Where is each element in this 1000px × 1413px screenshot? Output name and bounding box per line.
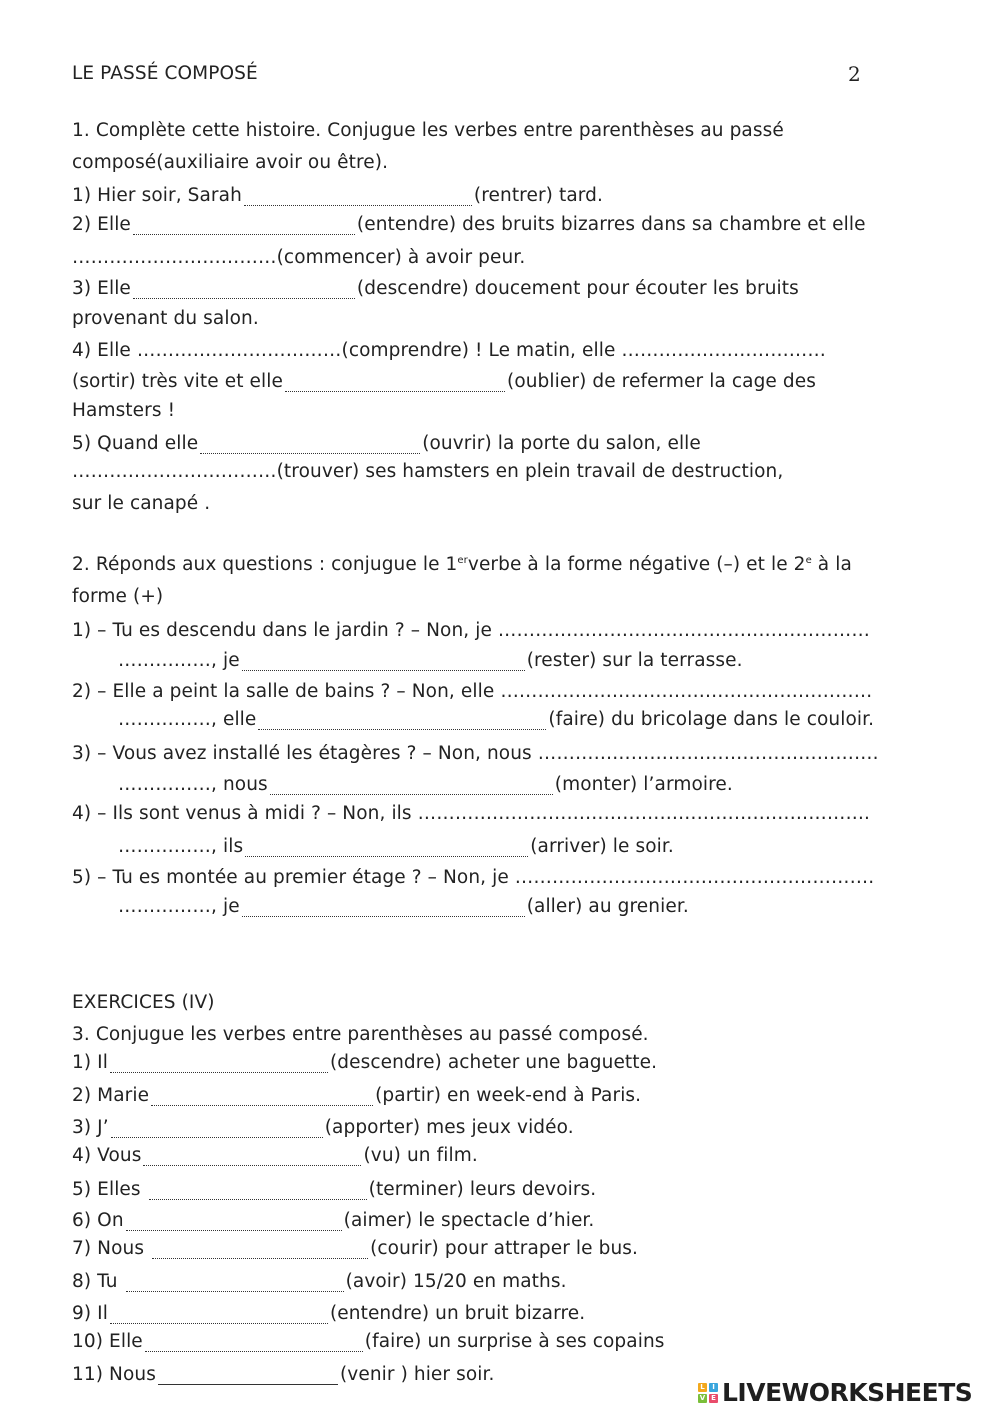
exercise-3-instruction: 3. Conjugue les verbes entre parenthèses au passé composé. [72,1024,649,1045]
question: 5) – Tu es montée au premier étage ? – Non, je …………………………………………………. [72,867,875,888]
exercise-item: 1) Il (descendre) acheter une baguette. [72,1052,658,1073]
sentence: sur le canapé . [72,493,211,514]
question: 1) – Tu es descendu dans le jardin ? – Non, je …………………………………………………… [72,620,870,641]
sentence: 3) Elle (descendre) doucement pour écouter les bruits [72,278,799,299]
answer-input[interactable] [200,435,420,454]
section-title: EXERCICES (IV) [72,992,215,1013]
exercise-item: 10) Elle (faire) un surprise à ses copains [72,1331,665,1352]
answer-input[interactable] [258,711,546,730]
sentence: 5) Quand elle (ouvrir) la porte du salon, elle [72,433,701,454]
answer-input[interactable] [143,1147,361,1166]
question: 4) – Ils sont venus à midi ? – Non, ils ………………………………………………………………. [72,803,871,824]
answer-input[interactable] [111,1119,323,1138]
answer-line: ……………, nous (monter) l’armoire. [118,774,733,795]
sentence: provenant du salon. [72,308,259,329]
answer-input[interactable] [126,1273,344,1292]
exercise-item: 8) Tu (avoir) 15/20 en maths. [72,1271,567,1292]
exercise-item: 2) Marie (partir) en week-end à Paris. [72,1085,642,1106]
answer-input[interactable] [133,280,355,299]
sentence: ……………………………(trouver) ses hamsters en plein travail de destruction, [72,461,784,482]
answer-line: ……………, je (aller) au grenier. [118,896,689,917]
exercise-item: 9) Il (entendre) un bruit bizarre. [72,1303,586,1324]
exercise-1-instruction: 1. Complète cette histoire. Conjugue les verbes entre parenthèses au passé [72,120,784,141]
sentence: (sortir) très vite et elle (oublier) de refermer la cage des [72,371,816,392]
page-number: 2 [848,62,861,86]
answer-input[interactable] [110,1054,328,1073]
answer-input[interactable] [110,1305,328,1324]
sentence: 1) Hier soir, Sarah (rentrer) tard. [72,185,603,206]
answer-input[interactable] [158,1366,338,1385]
exercise-item: 11) Nous (venir ) hier soir. [72,1364,495,1385]
answer-input[interactable] [244,187,472,206]
logo-mark-icon: L I V E [698,1383,718,1403]
answer-input[interactable] [270,776,553,795]
logo-text: LIVEWORKSHEETS [722,1378,973,1407]
answer-input[interactable] [149,1181,367,1200]
answer-line: ……………, je (rester) sur la terrasse. [118,650,743,671]
answer-input[interactable] [242,898,525,917]
exercise-item: 4) Vous (vu) un film. [72,1145,478,1166]
answer-input[interactable] [133,216,355,235]
answer-input[interactable] [145,1333,363,1352]
sentence: 2) Elle (entendre) des bruits bizarres dans sa chambre et elle [72,214,866,235]
liveworksheets-logo [698,1378,972,1407]
exercise-item: 6) On (aimer) le spectacle d’hier. [72,1210,595,1231]
sentence: 4) Elle ……………………………(comprendre) ! Le matin, elle …………………………… [72,340,827,361]
exercise-2-instruction: 2. Réponds aux questions : conjugue le 1erverbe à la forme négative (–) et le 2e à la [72,554,852,575]
exercise-item: 3) J’ (apporter) mes jeux vidéo. [72,1117,574,1138]
answer-line: ……………, elle (faire) du bricolage dans le couloir. [118,709,875,730]
answer-input[interactable] [242,652,525,671]
answer-input[interactable] [152,1240,368,1259]
answer-input[interactable] [151,1087,373,1106]
question: 3) – Vous avez installé les étagères ? – Non, nous ………………………………………………. [72,743,879,764]
exercise-2-instruction: forme (+) [72,586,164,607]
page-title: LE PASSÉ COMPOSÉ [72,63,258,84]
question: 2) – Elle a peint la salle de bains ? – Non, elle …………………………………………………… [72,681,873,702]
answer-input[interactable] [285,373,505,392]
exercise-1-instruction: composé(auxiliaire avoir ou être). [72,152,389,173]
answer-line: ……………, ils (arriver) le soir. [118,836,674,857]
sentence: Hamsters ! [72,400,176,421]
exercise-item: 7) Nous (courir) pour attraper le bus. [72,1238,639,1259]
sentence: ……………………………(commencer) à avoir peur. [72,247,526,268]
exercise-item: 5) Elles (terminer) leurs devoirs. [72,1179,597,1200]
answer-input[interactable] [245,838,528,857]
answer-input[interactable] [126,1212,342,1231]
